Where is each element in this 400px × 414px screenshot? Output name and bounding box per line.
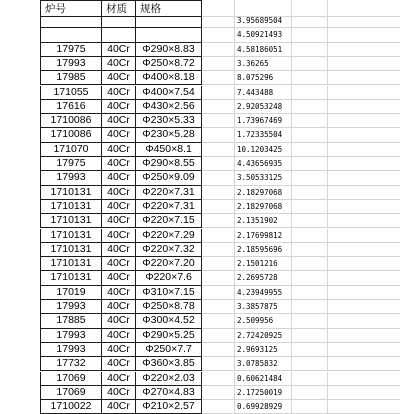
spec-cell[interactable]: Φ290×8.55 bbox=[136, 157, 202, 171]
empty-cell[interactable] bbox=[328, 329, 400, 343]
empty-cell[interactable] bbox=[328, 386, 400, 400]
value-cell[interactable]: 2.17250019 bbox=[235, 386, 292, 400]
empty-cell[interactable] bbox=[292, 186, 328, 200]
empty-cell[interactable] bbox=[292, 86, 328, 100]
table-row bbox=[0, 14, 400, 28]
empty-cell[interactable] bbox=[328, 286, 400, 300]
empty-cell[interactable] bbox=[292, 71, 328, 85]
spec-cell[interactable]: Φ400×8.18 bbox=[136, 71, 202, 85]
empty-cell[interactable] bbox=[292, 357, 328, 371]
spec-cell[interactable]: Φ220×7.31 bbox=[136, 186, 202, 200]
material-cell[interactable]: 40Cr bbox=[102, 157, 136, 171]
blank-cell[interactable] bbox=[202, 114, 235, 128]
table-row bbox=[0, 286, 400, 300]
material-cell[interactable]: 40Cr bbox=[102, 71, 136, 85]
spec-cell[interactable] bbox=[136, 28, 202, 42]
value-cell[interactable]: 3.3857875 bbox=[235, 300, 292, 314]
table-row bbox=[0, 271, 400, 285]
value-cell[interactable]: 3.36265 bbox=[235, 57, 292, 71]
blank-cell[interactable] bbox=[202, 100, 235, 114]
blank-cell[interactable] bbox=[202, 28, 235, 42]
spec-cell[interactable]: Φ220×7.29 bbox=[136, 229, 202, 243]
table-row bbox=[0, 229, 400, 243]
value-cell[interactable]: 2.1351902 bbox=[235, 214, 292, 228]
empty-cell[interactable] bbox=[292, 100, 328, 114]
blank-cell[interactable] bbox=[202, 314, 235, 328]
table-row bbox=[0, 386, 400, 400]
table-row bbox=[0, 329, 400, 343]
furnace-cell[interactable]: 17975 bbox=[40, 157, 102, 171]
table-row bbox=[0, 257, 400, 271]
empty-cell[interactable] bbox=[292, 257, 328, 271]
value-cell[interactable]: 3.95689504 bbox=[235, 14, 292, 28]
table-row bbox=[0, 43, 400, 57]
spec-cell[interactable]: Φ220×7.6 bbox=[136, 271, 202, 285]
furnace-cell[interactable]: 17885 bbox=[40, 314, 102, 328]
empty-cell[interactable] bbox=[328, 28, 400, 42]
spec-cell[interactable]: Φ230×5.33 bbox=[136, 114, 202, 128]
table-row bbox=[0, 314, 400, 328]
furnace-cell[interactable]: 17069 bbox=[40, 386, 102, 400]
spec-cell[interactable] bbox=[136, 14, 202, 28]
value-cell[interactable]: 2.17699812 bbox=[235, 229, 292, 243]
blank-cell[interactable] bbox=[202, 286, 235, 300]
furnace-cell[interactable]: 171055 bbox=[40, 86, 102, 100]
material-cell[interactable] bbox=[102, 28, 136, 42]
blank-cell[interactable] bbox=[202, 229, 235, 243]
furnace-cell[interactable]: 1710086 bbox=[40, 114, 102, 128]
spec-cell[interactable]: Φ230×5.28 bbox=[136, 128, 202, 142]
empty-cell[interactable] bbox=[292, 171, 328, 185]
blank-cell[interactable] bbox=[202, 186, 235, 200]
empty-cell[interactable] bbox=[292, 372, 328, 386]
table-row bbox=[0, 214, 400, 228]
furnace-cell[interactable]: 1710131 bbox=[40, 200, 102, 214]
empty-cell[interactable] bbox=[328, 243, 400, 257]
value-cell[interactable]: 2.92053248 bbox=[235, 100, 292, 114]
empty-cell[interactable] bbox=[328, 214, 400, 228]
value-cell[interactable]: 4.43656935 bbox=[235, 157, 292, 171]
empty-cell[interactable] bbox=[328, 400, 400, 414]
empty-cell[interactable] bbox=[328, 71, 400, 85]
furnace-cell[interactable]: 1710131 bbox=[40, 229, 102, 243]
empty-cell[interactable] bbox=[292, 229, 328, 243]
material-cell[interactable]: 40Cr bbox=[102, 114, 136, 128]
empty-cell[interactable] bbox=[292, 343, 328, 357]
value-cell[interactable]: 2.1501216 bbox=[235, 257, 292, 271]
spec-cell[interactable]: Φ300×4.52 bbox=[136, 314, 202, 328]
blank-cell[interactable] bbox=[202, 400, 235, 414]
blank-cell[interactable] bbox=[202, 43, 235, 57]
material-cell[interactable]: 40Cr bbox=[102, 243, 136, 257]
spec-cell[interactable]: Φ220×7.31 bbox=[136, 200, 202, 214]
furnace-cell[interactable]: 17069 bbox=[40, 372, 102, 386]
empty-cell[interactable] bbox=[328, 186, 400, 200]
empty-cell[interactable] bbox=[292, 114, 328, 128]
empty-cell[interactable] bbox=[328, 57, 400, 71]
material-cell[interactable]: 40Cr bbox=[102, 100, 136, 114]
material-cell[interactable]: 40Cr bbox=[102, 357, 136, 371]
table-row bbox=[0, 357, 400, 371]
material-cell[interactable]: 40Cr bbox=[102, 86, 136, 100]
value-cell[interactable]: 2.18595696 bbox=[235, 243, 292, 257]
value-cell[interactable]: 2.72420925 bbox=[235, 329, 292, 343]
spec-cell[interactable]: Φ290×8.83 bbox=[136, 43, 202, 57]
spec-cell[interactable]: Φ250×7.7 bbox=[136, 343, 202, 357]
table-row bbox=[0, 28, 400, 42]
blank-cell[interactable] bbox=[202, 386, 235, 400]
material-cell[interactable]: 40Cr bbox=[102, 314, 136, 328]
material-cell[interactable]: 40Cr bbox=[102, 257, 136, 271]
table-row bbox=[0, 100, 400, 114]
empty-cell[interactable] bbox=[292, 314, 328, 328]
table-row bbox=[0, 200, 400, 214]
value-cell[interactable]: 2.509956 bbox=[235, 314, 292, 328]
furnace-cell[interactable]: 1710131 bbox=[40, 257, 102, 271]
table-row bbox=[0, 128, 400, 142]
blank-cell[interactable] bbox=[202, 143, 235, 157]
furnace-cell[interactable]: 17019 bbox=[40, 286, 102, 300]
table-row bbox=[0, 372, 400, 386]
empty-cell[interactable] bbox=[328, 229, 400, 243]
furnace-cell[interactable]: 171070 bbox=[40, 143, 102, 157]
material-cell[interactable]: 40Cr bbox=[102, 300, 136, 314]
blank-cell[interactable] bbox=[202, 128, 235, 142]
value-cell[interactable]: 10.1203425 bbox=[235, 143, 292, 157]
furnace-cell[interactable]: 17975 bbox=[40, 43, 102, 57]
empty-cell[interactable] bbox=[328, 86, 400, 100]
material-cell[interactable]: 40Cr bbox=[102, 186, 136, 200]
blank-cell[interactable] bbox=[202, 343, 235, 357]
empty-cell[interactable] bbox=[328, 372, 400, 386]
empty-cell[interactable] bbox=[292, 128, 328, 142]
table-row bbox=[0, 71, 400, 85]
furnace-cell[interactable]: 1710086 bbox=[40, 128, 102, 142]
furnace-cell[interactable]: 17993 bbox=[40, 329, 102, 343]
value-cell[interactable]: 1.73967469 bbox=[235, 114, 292, 128]
material-cell[interactable]: 40Cr bbox=[102, 57, 136, 71]
material-cell[interactable]: 40Cr bbox=[102, 229, 136, 243]
value-cell[interactable]: 1.72335504 bbox=[235, 128, 292, 142]
value-cell[interactable]: 3.0785832 bbox=[235, 357, 292, 371]
blank-cell[interactable] bbox=[202, 257, 235, 271]
empty-cell[interactable] bbox=[328, 357, 400, 371]
material-cell[interactable]: 40Cr bbox=[102, 271, 136, 285]
table-row bbox=[0, 143, 400, 157]
spec-cell[interactable]: Φ250×9.09 bbox=[136, 171, 202, 185]
blank-cell[interactable] bbox=[202, 14, 235, 28]
empty-cell[interactable] bbox=[292, 43, 328, 57]
value-cell[interactable]: 8.075296 bbox=[235, 71, 292, 85]
material-cell[interactable]: 40Cr bbox=[102, 171, 136, 185]
furnace-cell[interactable] bbox=[40, 14, 102, 28]
empty-cell[interactable] bbox=[328, 300, 400, 314]
blank-cell[interactable] bbox=[202, 372, 235, 386]
value-cell[interactable]: 0.60621484 bbox=[235, 372, 292, 386]
spec-cell[interactable]: Φ210×2.57 bbox=[136, 400, 202, 414]
blank-cell[interactable] bbox=[202, 243, 235, 257]
blank-cell[interactable] bbox=[202, 171, 235, 185]
spec-cell[interactable]: Φ450×8.1 bbox=[136, 143, 202, 157]
empty-cell[interactable] bbox=[328, 14, 400, 28]
value-cell[interactable]: 2.2695728 bbox=[235, 271, 292, 285]
table-row bbox=[0, 400, 400, 414]
empty-cell[interactable] bbox=[328, 143, 400, 157]
spec-cell[interactable]: Φ400×7.54 bbox=[136, 86, 202, 100]
furnace-cell[interactable]: 1710131 bbox=[40, 271, 102, 285]
blank-cell[interactable] bbox=[202, 214, 235, 228]
empty-cell[interactable] bbox=[328, 157, 400, 171]
furnace-cell[interactable]: 1710131 bbox=[40, 214, 102, 228]
header-material-cell[interactable]: 材质 bbox=[102, 0, 136, 17]
material-cell[interactable]: 40Cr bbox=[102, 128, 136, 142]
furnace-cell[interactable]: 1710022 bbox=[40, 400, 102, 414]
material-cell[interactable]: 40Cr bbox=[102, 286, 136, 300]
value-cell[interactable]: 2.18297068 bbox=[235, 186, 292, 200]
table-row bbox=[0, 300, 400, 314]
empty-cell[interactable] bbox=[328, 343, 400, 357]
empty-cell[interactable] bbox=[292, 214, 328, 228]
material-cell[interactable]: 40Cr bbox=[102, 372, 136, 386]
empty-cell[interactable] bbox=[328, 200, 400, 214]
material-cell[interactable]: 40Cr bbox=[102, 200, 136, 214]
empty-cell[interactable] bbox=[292, 400, 328, 414]
table-row bbox=[0, 171, 400, 185]
material-cell[interactable]: 40Cr bbox=[102, 343, 136, 357]
blank-cell[interactable] bbox=[202, 57, 235, 71]
empty-cell[interactable] bbox=[292, 157, 328, 171]
header-furnace-cell[interactable]: 炉号 bbox=[40, 0, 102, 17]
material-cell[interactable]: 40Cr bbox=[102, 400, 136, 414]
spec-cell[interactable]: Φ250×8.72 bbox=[136, 57, 202, 71]
material-cell[interactable]: 40Cr bbox=[102, 214, 136, 228]
empty-cell[interactable] bbox=[328, 100, 400, 114]
empty-cell[interactable] bbox=[328, 43, 400, 57]
value-cell[interactable]: 4.23949955 bbox=[235, 286, 292, 300]
material-cell[interactable]: 40Cr bbox=[102, 329, 136, 343]
spec-cell[interactable]: Φ220×7.20 bbox=[136, 257, 202, 271]
empty-cell[interactable] bbox=[292, 14, 328, 28]
empty-cell[interactable] bbox=[328, 171, 400, 185]
empty-cell[interactable] bbox=[328, 271, 400, 285]
spec-cell[interactable]: Φ310×7.15 bbox=[136, 286, 202, 300]
spec-cell[interactable]: Φ220×7.32 bbox=[136, 243, 202, 257]
spec-cell[interactable]: Φ220×2.03 bbox=[136, 372, 202, 386]
blank-cell[interactable] bbox=[202, 71, 235, 85]
empty-cell[interactable] bbox=[328, 257, 400, 271]
furnace-cell[interactable] bbox=[40, 28, 102, 42]
spec-cell[interactable]: Φ250×8.78 bbox=[136, 300, 202, 314]
table-row bbox=[0, 343, 400, 357]
furnace-cell[interactable]: 17993 bbox=[40, 343, 102, 357]
material-cell[interactable]: 40Cr bbox=[102, 43, 136, 57]
value-cell[interactable]: 2.18297068 bbox=[235, 200, 292, 214]
value-cell[interactable]: 7.443488 bbox=[235, 86, 292, 100]
blank-cell[interactable] bbox=[202, 329, 235, 343]
value-cell[interactable]: 3.50533125 bbox=[235, 171, 292, 185]
empty-cell[interactable] bbox=[292, 286, 328, 300]
material-cell[interactable]: 40Cr bbox=[102, 386, 136, 400]
blank-cell[interactable] bbox=[202, 200, 235, 214]
table-row bbox=[0, 186, 400, 200]
furnace-cell[interactable]: 17616 bbox=[40, 100, 102, 114]
table-row bbox=[0, 114, 400, 128]
furnace-cell[interactable]: 17732 bbox=[40, 357, 102, 371]
table-row bbox=[0, 157, 400, 171]
header-spec-cell[interactable]: 规格 bbox=[136, 0, 202, 17]
empty-cell[interactable] bbox=[328, 128, 400, 142]
empty-cell[interactable] bbox=[292, 28, 328, 42]
spec-cell[interactable]: Φ220×7.15 bbox=[136, 214, 202, 228]
value-cell[interactable]: 4.50921493 bbox=[235, 28, 292, 42]
furnace-cell[interactable]: 17993 bbox=[40, 171, 102, 185]
table-row bbox=[0, 57, 400, 71]
furnace-cell[interactable]: 17993 bbox=[40, 57, 102, 71]
table-row bbox=[0, 86, 400, 100]
empty-cell[interactable] bbox=[292, 143, 328, 157]
furnace-cell[interactable]: 17993 bbox=[40, 300, 102, 314]
blank-cell[interactable] bbox=[202, 86, 235, 100]
furnace-cell[interactable]: 1710131 bbox=[40, 186, 102, 200]
empty-cell[interactable] bbox=[292, 386, 328, 400]
furnace-cell[interactable]: 17985 bbox=[40, 71, 102, 85]
blank-cell[interactable] bbox=[202, 271, 235, 285]
blank-cell[interactable] bbox=[202, 300, 235, 314]
empty-cell[interactable] bbox=[292, 329, 328, 343]
empty-cell[interactable] bbox=[292, 271, 328, 285]
spec-cell[interactable]: Φ360×3.85 bbox=[136, 357, 202, 371]
empty-cell[interactable] bbox=[328, 114, 400, 128]
spec-cell[interactable]: Φ290×5.25 bbox=[136, 329, 202, 343]
empty-cell[interactable] bbox=[328, 314, 400, 328]
empty-cell[interactable] bbox=[292, 243, 328, 257]
empty-cell[interactable] bbox=[292, 300, 328, 314]
empty-cell[interactable] bbox=[292, 57, 328, 71]
blank-cell[interactable] bbox=[202, 157, 235, 171]
material-cell[interactable] bbox=[102, 14, 136, 28]
material-cell[interactable]: 40Cr bbox=[102, 143, 136, 157]
blank-cell[interactable] bbox=[202, 357, 235, 371]
value-cell[interactable]: 0.69928929 bbox=[235, 400, 292, 414]
furnace-cell[interactable]: 1710131 bbox=[40, 243, 102, 257]
spec-cell[interactable]: Φ430×2.56 bbox=[136, 100, 202, 114]
value-cell[interactable]: 2.9693125 bbox=[235, 343, 292, 357]
spec-cell[interactable]: Φ270×4.83 bbox=[136, 386, 202, 400]
value-cell[interactable]: 4.58186051 bbox=[235, 43, 292, 57]
empty-cell[interactable] bbox=[292, 200, 328, 214]
table-row bbox=[0, 243, 400, 257]
